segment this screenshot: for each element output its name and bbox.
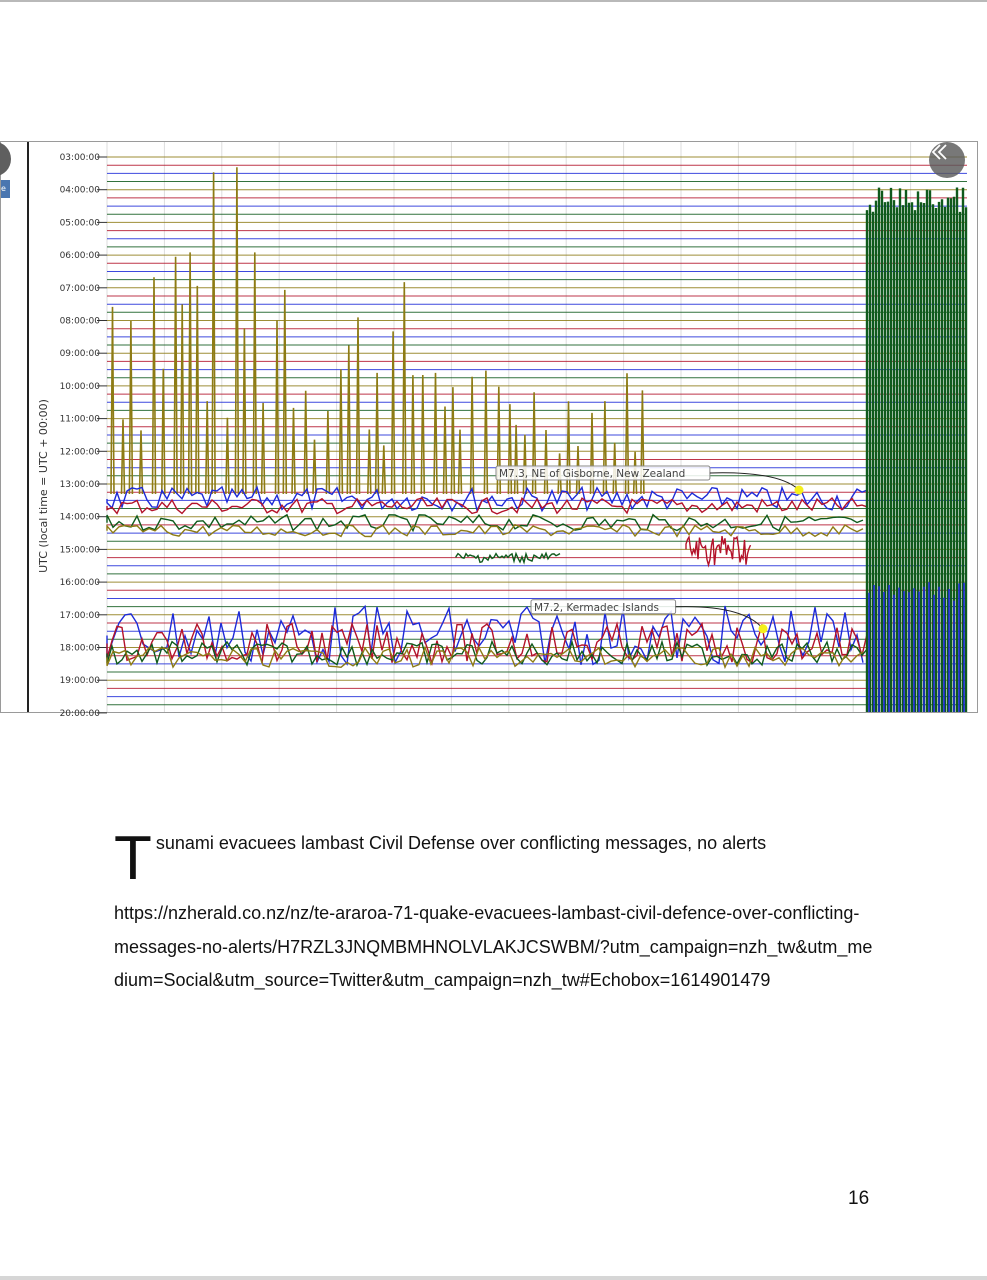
time-label: 15:00:00 [59, 545, 100, 556]
bottom-rule [0, 1276, 987, 1280]
seismogram-figure [0, 141, 978, 719]
double-chevron-left-icon [929, 142, 949, 162]
article-url[interactable]: https://nzherald.co.nz/nz/te-araroa-71-quake-evacuees-lambast-civil-defence-over-conflicting-messages-no-alerts/H7RZL3JNQMBMHNOLVLAKJCSWBM/?utm_campaign=nzh_tw&utm_medium=Social&utm_source=Twitter&utm_campaign=nzh_tw#Echobox=1614901479 [114, 903, 873, 990]
time-label: 19:00:00 [59, 676, 100, 687]
time-label: 06:00:00 [59, 251, 100, 262]
time-label: 03:00:00 [59, 153, 100, 163]
time-label: 08:00:00 [59, 316, 100, 327]
annotation-label: M7.3, NE of Gisborne, New Zealand [499, 468, 686, 480]
time-label: 16:00:00 [59, 578, 100, 589]
time-label: 11:00:00 [59, 414, 100, 425]
y-axis-label: UTC (local time = UTC + 00:00) [37, 399, 50, 573]
collapse-button[interactable] [929, 142, 965, 178]
top-rule [0, 0, 987, 2]
time-label: 10:00:00 [59, 381, 100, 392]
time-label: 20:00:00 [59, 708, 100, 719]
green-block-trace [867, 188, 966, 713]
edge-badge: e [1, 180, 10, 198]
olive-spike-trace [111, 167, 644, 494]
headline-text: sunami evacuees lambast Civil Defense over conflicting messages, no alerts [155, 833, 767, 853]
time-label: 07:00:00 [59, 283, 100, 294]
time-label: 14:00:00 [59, 512, 100, 523]
time-label: 13:00:00 [59, 480, 100, 490]
epicenter-star [759, 624, 768, 633]
seismogram-helicorder [1, 142, 977, 719]
annotation-label: M7.2, Kermadec Islands [534, 601, 659, 614]
time-label: 04:00:00 [59, 185, 100, 196]
drop-cap: T [114, 824, 152, 893]
article-headline [114, 824, 874, 893]
red-burst-trace [686, 536, 751, 565]
time-label: 05:00:00 [59, 218, 100, 229]
time-label: 17:00:00 [59, 610, 100, 621]
time-label: 18:00:00 [59, 643, 100, 654]
time-label: 09:00:00 [59, 349, 100, 360]
time-label: 12:00:00 [59, 447, 100, 458]
page-number: 16 [848, 1188, 870, 1209]
epicenter-star [795, 486, 804, 495]
